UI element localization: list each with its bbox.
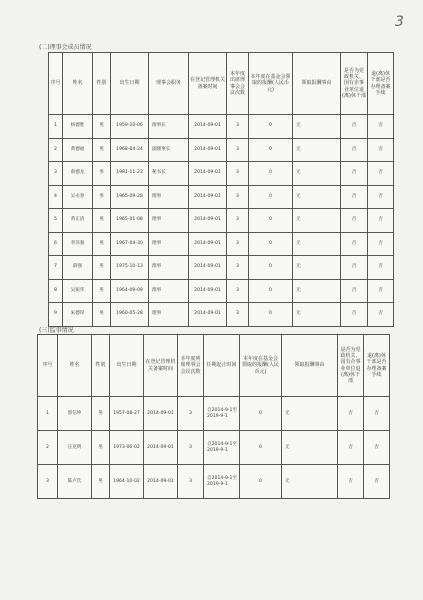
cell-pay: 0 [249, 209, 293, 233]
cell-attend: 3 [227, 138, 249, 162]
cell-filing: 2014-09-01 [189, 303, 227, 327]
cell-filed: 否 [368, 185, 394, 209]
column-header: 在登记管理机关备案时间 [144, 335, 178, 397]
table-row [49, 209, 394, 233]
cell-filed: 否 [368, 279, 394, 303]
cell-term: 自2014-9-1至2019-9-1 [204, 465, 240, 499]
cell-retired: 否 [341, 138, 368, 162]
cell-name: 黄正清 [63, 209, 93, 233]
cell-gender: 男 [92, 431, 110, 465]
table-row [49, 115, 394, 139]
cell-role: 理事 [149, 303, 189, 327]
column-header: 退(离)休干部是否办理备案手续 [364, 335, 390, 397]
column-header: 领取报酬事由 [282, 335, 338, 397]
cell-gender: 男 [93, 138, 111, 162]
cell-no: 3 [38, 465, 58, 499]
cell-birth: 1965-09-28 [111, 185, 149, 209]
cell-retired: 否 [338, 397, 364, 431]
cell-role: 秘书长 [149, 162, 189, 186]
cell-no: 4 [49, 185, 63, 209]
cell-filed: 否 [364, 397, 390, 431]
cell-retired: 否 [338, 465, 364, 499]
cell-birth: 1959-10-06 [111, 115, 149, 139]
cell-attend: 3 [227, 209, 249, 233]
cell-birth: 1965-01-08 [111, 209, 149, 233]
cell-reason: 无 [293, 115, 341, 139]
cell-filed: 否 [364, 431, 390, 465]
cell-filing: 2014-09-01 [144, 397, 178, 431]
cell-reason: 无 [293, 209, 341, 233]
table-row [49, 232, 394, 256]
supervisors-table [37, 334, 390, 499]
table-row [49, 185, 394, 209]
cell-reason: 无 [293, 256, 341, 280]
column-header: 是否为党政机关、国有企事业单位退(离)休干部 [338, 335, 364, 397]
column-header: 理事会职务 [149, 53, 189, 115]
cell-role: 理事 [149, 256, 189, 280]
cell-retired: 否 [338, 431, 364, 465]
cell-name: 李泽强 [63, 232, 93, 256]
cell-filing: 2014-09-01 [144, 431, 178, 465]
cell-gender: 男 [93, 303, 111, 327]
cell-role: 副理事长 [149, 138, 189, 162]
table-row [49, 138, 394, 162]
cell-filing: 2014-09-01 [189, 232, 227, 256]
cell-no: 2 [49, 138, 63, 162]
column-header: 序号 [49, 53, 63, 115]
cell-attend: 3 [178, 397, 204, 431]
cell-filed: 否 [368, 256, 394, 280]
cell-filed: 否 [368, 115, 394, 139]
column-header: 姓名 [58, 335, 92, 397]
cell-pay: 0 [249, 115, 293, 139]
table-row [38, 431, 390, 465]
cell-no: 7 [49, 256, 63, 280]
column-header: 本年度列席理事会会议次数 [178, 335, 204, 397]
page-number: 3 [395, 14, 404, 30]
cell-filed: 否 [364, 465, 390, 499]
cell-name: 陈卢氏 [58, 465, 92, 499]
cell-no: 5 [49, 209, 63, 233]
cell-birth: 1960-05-28 [111, 303, 149, 327]
cell-retired: 否 [341, 232, 368, 256]
cell-attend: 3 [227, 279, 249, 303]
cell-gender: 男 [93, 279, 111, 303]
cell-filing: 2014-09-01 [189, 185, 227, 209]
cell-name: 俞德龙 [63, 162, 93, 186]
column-header: 姓名 [63, 53, 93, 115]
column-header: 序号 [38, 335, 58, 397]
column-header: 性别 [92, 335, 110, 397]
cell-retired: 否 [341, 279, 368, 303]
cell-attend: 3 [227, 115, 249, 139]
cell-attend: 3 [178, 431, 204, 465]
cell-filed: 否 [368, 303, 394, 327]
cell-filing: 2014-09-01 [144, 465, 178, 499]
cell-role: 理事 [149, 232, 189, 256]
cell-pay: 0 [249, 185, 293, 209]
column-header: 在登记管理机关备案时间 [189, 53, 227, 115]
cell-retired: 否 [341, 185, 368, 209]
cell-pay: 0 [249, 138, 293, 162]
cell-name: 吴永春 [63, 185, 93, 209]
cell-role: 理事长 [149, 115, 189, 139]
cell-pay: 0 [240, 431, 282, 465]
column-header: 本年度在基金会领取的报酬(人民币元) [249, 53, 293, 115]
table-row [49, 162, 394, 186]
column-header: 领取报酬事由 [293, 53, 341, 115]
cell-role: 理事 [149, 279, 189, 303]
cell-retired: 否 [341, 115, 368, 139]
cell-filing: 2014-09-01 [189, 115, 227, 139]
cell-name: 杨德胜 [63, 115, 93, 139]
cell-attend: 3 [227, 232, 249, 256]
cell-role: 理事 [149, 209, 189, 233]
cell-term: 自2014-9-1至2019-9-1 [204, 397, 240, 431]
cell-name: 汪克明 [58, 431, 92, 465]
cell-filing: 2014-09-01 [189, 138, 227, 162]
cell-birth: 1973-06-02 [110, 431, 144, 465]
table-row [49, 256, 394, 280]
table-row [49, 279, 394, 303]
cell-attend: 3 [227, 185, 249, 209]
cell-gender: 男 [93, 162, 111, 186]
cell-no: 1 [38, 397, 58, 431]
board-header-row [49, 53, 394, 115]
cell-retired: 否 [341, 209, 368, 233]
cell-retired: 否 [341, 256, 368, 280]
cell-no: 6 [49, 232, 63, 256]
column-header: 退(离)休干部是否办理备案手续 [368, 53, 394, 115]
cell-gender: 男 [93, 256, 111, 280]
cell-name: 吴振华 [63, 279, 93, 303]
cell-birth: 1964-09-09 [111, 279, 149, 303]
cell-name: 黄德福 [63, 138, 93, 162]
cell-filed: 否 [368, 162, 394, 186]
board-section-title: (二)理事会成员情况 [39, 44, 92, 51]
cell-name: 朱德厚 [63, 303, 93, 327]
cell-filed: 否 [368, 138, 394, 162]
cell-birth: 1967-04-30 [111, 232, 149, 256]
cell-no: 3 [49, 162, 63, 186]
column-header: 出生日期 [110, 335, 144, 397]
cell-reason: 无 [293, 303, 341, 327]
cell-reason: 无 [293, 185, 341, 209]
table-row [38, 465, 390, 499]
cell-name: 郭信坤 [58, 397, 92, 431]
cell-pay: 0 [249, 279, 293, 303]
cell-reason: 无 [293, 162, 341, 186]
cell-gender: 男 [92, 465, 110, 499]
cell-filed: 否 [368, 209, 394, 233]
cell-term: 自2014-9-1至2019-9-1 [204, 431, 240, 465]
column-header: 性别 [93, 53, 111, 115]
cell-attend: 3 [178, 465, 204, 499]
cell-birth: 1964-10-02 [110, 465, 144, 499]
cell-attend: 3 [227, 256, 249, 280]
cell-birth: 1957-08-27 [110, 397, 144, 431]
cell-filed: 否 [368, 232, 394, 256]
table-row [49, 303, 394, 327]
cell-reason: 无 [293, 279, 341, 303]
cell-pay: 0 [240, 397, 282, 431]
cell-filing: 2014-09-01 [189, 162, 227, 186]
cell-no: 2 [38, 431, 58, 465]
cell-reason: 无 [293, 138, 341, 162]
cell-pay: 0 [249, 162, 293, 186]
cell-gender: 男 [93, 185, 111, 209]
column-header: 任期起止时间 [204, 335, 240, 397]
cell-pay: 0 [240, 465, 282, 499]
column-header: 本年度出席理事会会议次数 [227, 53, 249, 115]
cell-gender: 男 [93, 232, 111, 256]
column-header: 是否为党政机关、国有企事业单位退(离)休干部 [341, 53, 368, 115]
cell-filing: 2014-09-01 [189, 209, 227, 233]
supervisor-section-title: (三)监事情况 [39, 327, 74, 334]
cell-retired: 否 [341, 303, 368, 327]
supervisor-header-row [38, 335, 390, 397]
cell-no: 9 [49, 303, 63, 327]
cell-reason: 无 [293, 232, 341, 256]
column-header: 出生日期 [111, 53, 149, 115]
cell-role: 理事 [149, 185, 189, 209]
cell-attend: 3 [227, 303, 249, 327]
cell-gender: 男 [93, 209, 111, 233]
table-row [38, 397, 390, 431]
cell-reason: 无 [282, 397, 338, 431]
column-header: 本年度在基金会领取的报酬(人民币元) [240, 335, 282, 397]
cell-name: 薛强 [63, 256, 93, 280]
cell-gender: 男 [92, 397, 110, 431]
cell-no: 1 [49, 115, 63, 139]
cell-filing: 2014-09-01 [189, 256, 227, 280]
cell-pay: 0 [249, 232, 293, 256]
cell-birth: 1968-04-24 [111, 138, 149, 162]
cell-reason: 无 [282, 431, 338, 465]
cell-attend: 3 [227, 162, 249, 186]
cell-birth: 1975-10-13 [111, 256, 149, 280]
board-members-table [48, 52, 394, 327]
cell-pay: 0 [249, 303, 293, 327]
cell-pay: 0 [249, 256, 293, 280]
cell-filing: 2014-09-01 [189, 279, 227, 303]
cell-reason: 无 [282, 465, 338, 499]
cell-retired: 否 [341, 162, 368, 186]
cell-no: 8 [49, 279, 63, 303]
cell-gender: 男 [93, 115, 111, 139]
cell-birth: 1981-11-23 [111, 162, 149, 186]
